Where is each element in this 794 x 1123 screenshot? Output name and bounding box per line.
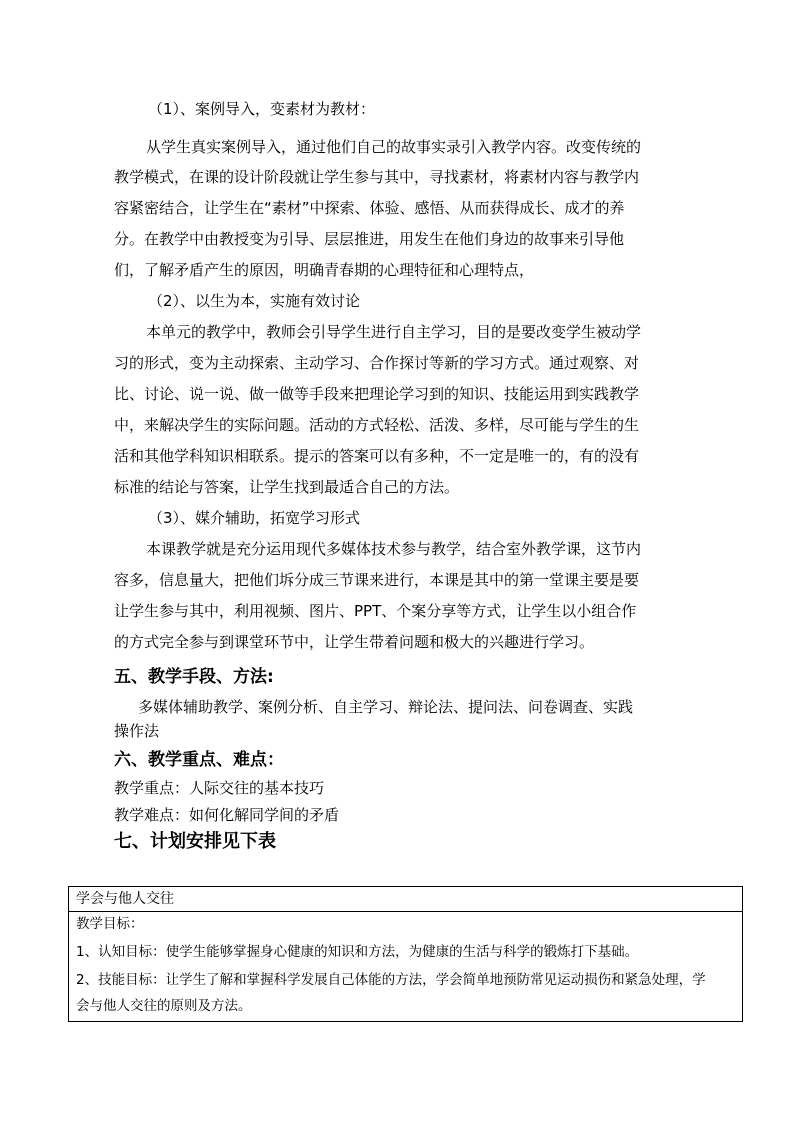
section-2-title: （2）、以生为本，实施有效讨论 xyxy=(148,292,361,310)
section-1-title: （1）、案例导入，变素材为教材： xyxy=(148,100,376,118)
paragraph-line: 操作法 xyxy=(114,722,160,740)
paragraph-line: 分。在教学中由教授变为引导、层层推进，用发生在他们身边的故事来引导他 xyxy=(114,230,625,248)
paragraph-line: 习的形式，变为主动探索、主动学习、合作探讨等新的学习方式。通过观察、对 xyxy=(114,354,640,372)
difficulty-line: 教学难点：如何化解同学间的矛盾 xyxy=(114,806,340,824)
paragraph-line: 本课教学就是充分运用现代多媒体技术参与教学，结合室外教学课，这节内 xyxy=(146,540,642,558)
paragraph-line: 容紧密结合，让学生在“素材”中探索、体验、感悟、从而获得成长、成才的养 xyxy=(114,199,625,217)
paragraph-line: 的方式完全参与到课堂环节中，让学生带着问题和极大的兴趣进行学习。 xyxy=(114,633,595,651)
paragraph-line: 多媒体辅助教学、案例分析、自主学习、辩论法、提问法、问卷调查、实践 xyxy=(138,698,634,716)
table-line: 2、技能目标：让学生了解和掌握科学发展自己体能的方法，学会简单地预防常见运动损伤和紧急处理，学 xyxy=(76,972,706,988)
paragraph-line: 容多，信息量大，把他们坼分成三节课来进行，本课是其中的第一堂课主要是要 xyxy=(114,571,640,589)
paragraph-line: 教学模式，在课的设计阶段就让学生参与其中，寻找素材，将素材内容与教学内 xyxy=(114,168,640,186)
paragraph-line: 从学生真实案例导入，通过他们自己的故事实录引入教学内容。改变传统的 xyxy=(146,138,642,156)
paragraph-line: 比、讨论、说一说、做一做等手段来把理论学习到的知识、技能运用到实践教学 xyxy=(114,385,640,403)
paragraph-line: 活和其他学科知识相联系。提示的答案可以有多种，不一定是唯一的，有的没有 xyxy=(114,447,640,465)
heading-7: 七、计划安排见下表 xyxy=(114,831,276,852)
paragraph-line: 中，来解决学生的实际问题。活动的方式轻松、活泼、多样，尽可能与学生的生 xyxy=(114,416,640,434)
key-point-line: 教学重点：人际交往的基本技巧 xyxy=(114,779,325,797)
section-3-title: （3）、媒介辅助，拓宽学习形式 xyxy=(148,509,361,527)
heading-5: 五、教学手段、方法: xyxy=(114,667,274,687)
heading-6: 六、教学重点、难点： xyxy=(114,750,284,770)
table-line: 会与他人交往的原则及方法。 xyxy=(76,998,252,1014)
paragraph-line: 们，了解矛盾产生的原因，明确青春期的心理特征和心理特点， xyxy=(114,261,535,279)
table-line: 教学目标： xyxy=(76,916,144,932)
paragraph-line: 让学生参与其中，利用视频、图片、PPT、个案分享等方式，让学生以小组合作 xyxy=(114,602,637,620)
paragraph-line: 标准的结论与答案，让学生找到最适合自己的方法。 xyxy=(114,478,460,496)
paragraph-line: 本单元的教学中，教师会引导学生进行自主学习，目的是要改变学生被动学 xyxy=(146,323,642,341)
table-line: 1、认知目标：使学生能够掌握身心健康的知识和方法，为健康的生活与科学的锻炼打下基础。 xyxy=(76,944,639,960)
plan-table xyxy=(68,886,743,1022)
table-title: 学会与他人交往 xyxy=(69,887,742,912)
